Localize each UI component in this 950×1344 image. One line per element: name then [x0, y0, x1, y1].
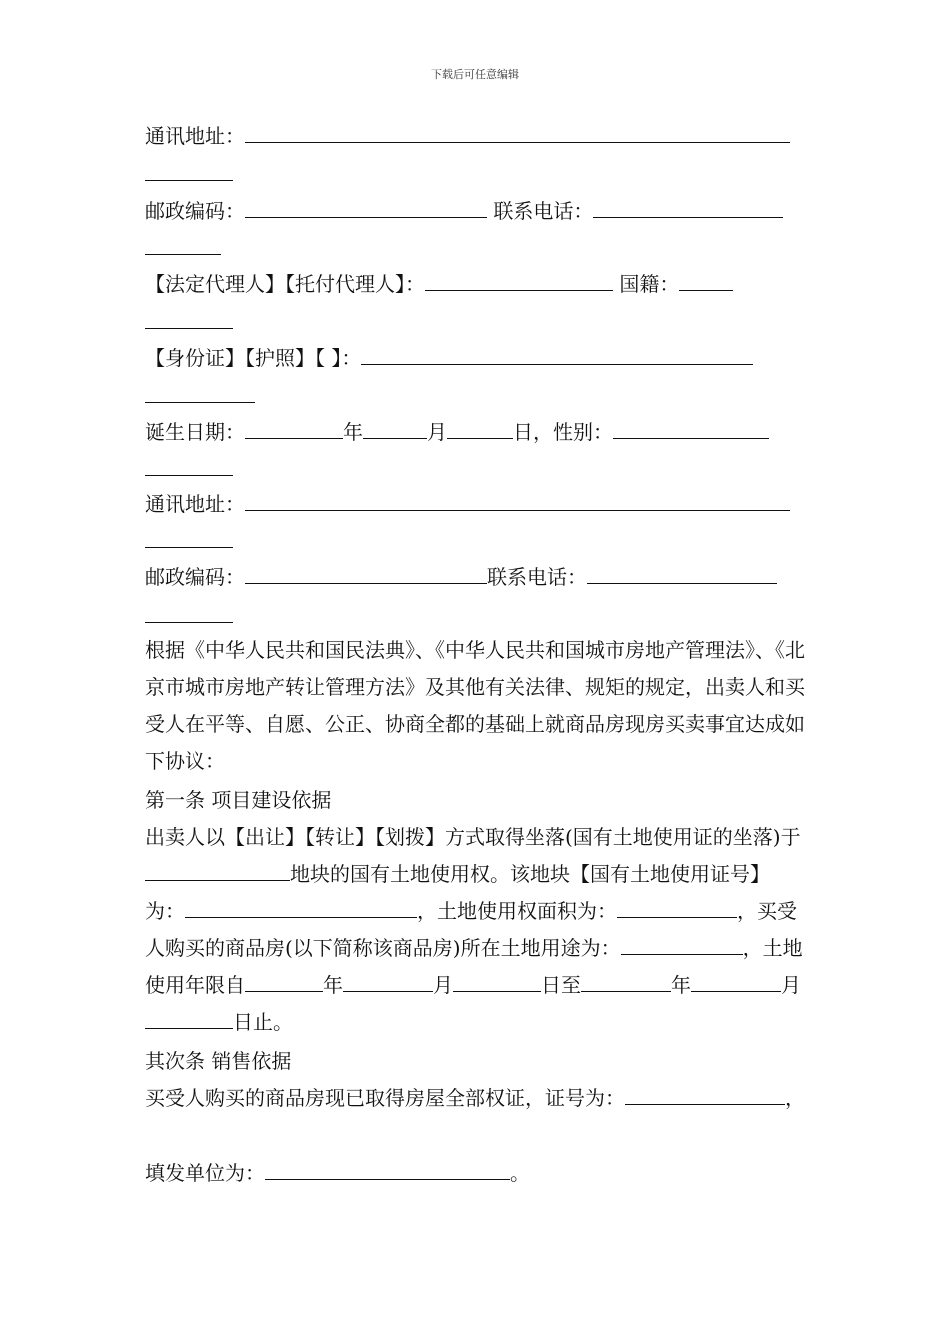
article-1-title: 第一条 项目建设依据	[145, 788, 332, 812]
land-cert-blank[interactable]	[185, 899, 417, 918]
start-year-blank[interactable]	[245, 973, 323, 992]
nationality-blank-cont[interactable]	[145, 308, 233, 329]
title-cert-blank[interactable]	[625, 1086, 747, 1105]
zip-phone-line-2	[145, 563, 807, 589]
issuer-label: 填发单位为：	[145, 1161, 265, 1185]
nationality-line-cont	[145, 308, 807, 334]
article-1-text-3: ，土地使用权面积为：	[417, 899, 617, 923]
article-2-comma: ，	[785, 1086, 805, 1110]
page-header: 下载后可任意编辑	[431, 68, 519, 81]
nationality-blank[interactable]	[679, 270, 733, 291]
id-line	[145, 344, 807, 370]
zip-label: 邮政编码：	[145, 199, 245, 223]
id-blank-cont[interactable]	[145, 382, 255, 403]
land-use-blank[interactable]	[621, 936, 743, 955]
article-1-year-2: 年	[671, 973, 691, 997]
article-1-month-2: 月	[781, 973, 801, 997]
article-2-title: 其次条 销售依据	[145, 1049, 292, 1073]
zip-label-2: 邮政编码：	[145, 565, 245, 589]
address-label-2: 通讯地址：	[145, 492, 245, 516]
article-1-end: 日止。	[233, 1010, 293, 1034]
phone-blank-2-cont[interactable]	[145, 602, 233, 623]
end-year-blank[interactable]	[581, 973, 671, 992]
gender-blank[interactable]	[613, 418, 769, 439]
agent-line	[145, 270, 807, 296]
article-1-day-to: 日至	[541, 973, 581, 997]
issuer-end: 。	[510, 1161, 530, 1185]
phone-label-2: 联系电话：	[487, 565, 587, 589]
end-day-blank[interactable]	[145, 1010, 233, 1029]
nationality-label: 国籍：	[619, 272, 680, 296]
article-2-text-1: 买受人购买的商品房现已取得房屋全部权证，证号为：	[145, 1086, 625, 1110]
phone-blank-2[interactable]	[587, 563, 777, 584]
article-2-body	[145, 1080, 807, 1117]
zip-phone-line-1	[145, 197, 807, 223]
phone-blank-cont[interactable]	[145, 234, 221, 255]
address-blank[interactable]	[245, 122, 790, 143]
gender-blank-cont[interactable]	[145, 455, 233, 476]
intro-paragraph: 根据《中华人民共和国民法典》、《中华人民共和国城市房地产管理法》、《北京市城市房地产转让管理方法》及其他有关法律、规矩的规定，出卖人和买受人在平等、自愿、公正、协商全都的基础上就商品房现房买卖事宜达成如下协议：	[145, 638, 805, 773]
address-line-2-cont	[145, 527, 807, 553]
start-day-blank[interactable]	[453, 973, 541, 992]
article-1-text-1: 出卖人以【出让】【转让】【划拨】方式取得坐落(国有土地使用证的坐落)于	[145, 825, 801, 849]
birth-day-blank[interactable]	[447, 418, 513, 439]
phone-line-cont	[145, 234, 807, 260]
title-cert-blank-cont[interactable]	[747, 1086, 785, 1105]
zip-blank[interactable]	[245, 197, 487, 218]
location-blank[interactable]	[145, 862, 290, 881]
agent-blank[interactable]	[425, 270, 613, 291]
address-line-1-cont	[145, 160, 807, 186]
article-1-body	[145, 819, 807, 1041]
start-month-blank[interactable]	[343, 973, 433, 992]
birth-label: 诞生日期：	[145, 420, 245, 444]
article-1-month: 月	[433, 973, 453, 997]
birth-month-blank[interactable]	[363, 418, 427, 439]
phone-label: 联系电话：	[493, 199, 594, 223]
land-area-blank[interactable]	[617, 899, 737, 918]
address-line-2	[145, 490, 807, 516]
article-1-text-5: ，土地使用年限自	[145, 936, 803, 997]
gender-line-cont	[145, 455, 807, 481]
article-1-text-2: 地块的国有土地使用权。该地块【国有土地使用证号】为：	[145, 862, 770, 923]
birth-line	[145, 418, 807, 444]
year-label: 年	[343, 420, 363, 444]
id-type-label: 【身份证】【护照】【 】：	[145, 346, 362, 370]
id-line-cont	[145, 382, 807, 408]
address-blank-2-cont[interactable]	[145, 527, 233, 548]
agent-label: 【法定代理人】【托付代理人】：	[145, 272, 425, 296]
zip-blank-2[interactable]	[245, 563, 487, 584]
month-label: 月	[427, 420, 447, 444]
day-gender-label: 日，性别：	[513, 420, 613, 444]
address-label: 通讯地址：	[145, 124, 245, 148]
address-blank-cont[interactable]	[145, 160, 233, 181]
end-month-blank[interactable]	[691, 973, 781, 992]
article-1-year: 年	[323, 973, 343, 997]
id-blank[interactable]	[361, 344, 753, 365]
article-1-text-4: ，买受人购买的商品房(以下简称该商品房)所在土地用途为：	[145, 899, 797, 960]
issuer-blank[interactable]	[265, 1161, 510, 1180]
address-line-1	[145, 122, 807, 148]
address-blank-2[interactable]	[245, 490, 790, 511]
issuer-line	[145, 1155, 807, 1192]
phone-line-2-cont	[145, 602, 807, 628]
birth-year-blank[interactable]	[245, 418, 343, 439]
phone-blank[interactable]	[593, 197, 783, 218]
